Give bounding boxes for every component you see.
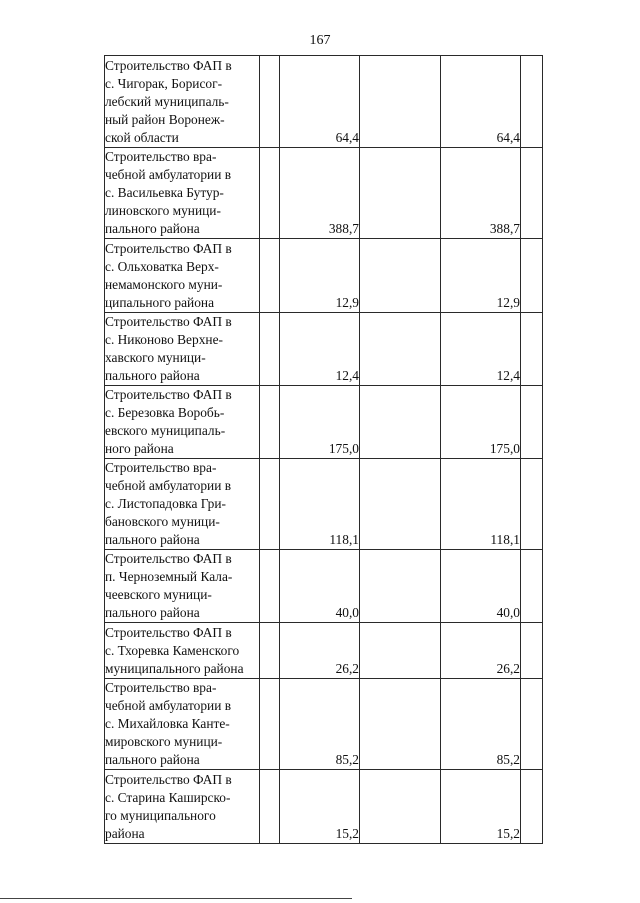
table-row (105, 770, 543, 844)
empty-cell (521, 148, 543, 239)
empty-cell (521, 679, 543, 770)
value-cell: 15,2 (441, 770, 521, 844)
value-cell: 26,2 (441, 623, 521, 679)
empty-cell (521, 459, 543, 550)
empty-cell (521, 313, 543, 386)
value-cell: 388,7 (280, 148, 360, 239)
empty-cell (360, 56, 441, 148)
empty-cell (260, 239, 280, 313)
table-row (105, 239, 543, 313)
object-name: Строительство вра- чебной амбулатории в с. Михайловка Канте- мировского муници- пального района (105, 679, 260, 770)
value-cell: 175,0 (441, 386, 521, 459)
object-name: Строительство вра- чебной амбулатории в с. Листопадовка Гри- бановского муници- пального района (105, 459, 260, 550)
object-name: Строительство ФАП в с. Березовка Воробь- евского муниципаль- ного района (105, 386, 260, 459)
table-row (105, 623, 543, 679)
value-cell: 118,1 (280, 459, 360, 550)
value-cell: 64,4 (280, 56, 360, 148)
empty-cell (260, 679, 280, 770)
empty-cell (360, 239, 441, 313)
table-row (105, 550, 543, 623)
object-name: Строительство ФАП в с. Чигорак, Борисог- лебский муниципаль- ный район Воронеж- ской области (105, 56, 260, 148)
value-cell: 12,9 (441, 239, 521, 313)
object-name: Строительство ФАП в с. Старина Каширско- го муниципального района (105, 770, 260, 844)
value-cell: 12,4 (280, 313, 360, 386)
empty-cell (360, 679, 441, 770)
object-name: Строительство ФАП в с. Ольховатка Верх- немамонского муни- ципального района (105, 239, 260, 313)
value-cell: 12,9 (280, 239, 360, 313)
empty-cell (260, 623, 280, 679)
empty-cell (260, 56, 280, 148)
empty-cell (521, 386, 543, 459)
page-number: 167 (309, 33, 331, 48)
bottom-divider (0, 898, 352, 899)
table-row (105, 56, 543, 148)
empty-cell (360, 459, 441, 550)
object-name: Строительство ФАП в с. Никоново Верхне- хавского муници- пального района (105, 313, 260, 386)
empty-cell (260, 459, 280, 550)
empty-cell (260, 770, 280, 844)
table-row (105, 386, 543, 459)
table-row (105, 459, 543, 550)
value-cell: 85,2 (441, 679, 521, 770)
value-cell: 26,2 (280, 623, 360, 679)
empty-cell (360, 623, 441, 679)
empty-cell (260, 386, 280, 459)
value-cell: 388,7 (441, 148, 521, 239)
empty-cell (521, 239, 543, 313)
table-row (105, 148, 543, 239)
value-cell: 175,0 (280, 386, 360, 459)
table-row (105, 313, 543, 386)
empty-cell (360, 386, 441, 459)
empty-cell (260, 550, 280, 623)
value-cell: 85,2 (280, 679, 360, 770)
empty-cell (521, 550, 543, 623)
empty-cell (360, 148, 441, 239)
value-cell: 40,0 (280, 550, 360, 623)
value-cell: 40,0 (441, 550, 521, 623)
value-cell: 12,4 (441, 313, 521, 386)
empty-cell (260, 313, 280, 386)
empty-cell (360, 770, 441, 844)
value-cell: 15,2 (280, 770, 360, 844)
empty-cell (521, 623, 543, 679)
empty-cell (360, 550, 441, 623)
object-name: Строительство ФАП в п. Черноземный Кала- чеевского муници- пального района (105, 550, 260, 623)
table-row (105, 679, 543, 770)
empty-cell (521, 770, 543, 844)
value-cell: 64,4 (441, 56, 521, 148)
budget-table (104, 55, 543, 844)
object-name: Строительство вра- чебной амбулатории в с. Васильевка Бутур- линовского муници- пального района (105, 148, 260, 239)
empty-cell (260, 148, 280, 239)
value-cell: 118,1 (441, 459, 521, 550)
empty-cell (360, 313, 441, 386)
empty-cell (521, 56, 543, 148)
object-name: Строительство ФАП в с. Тхоревка Каменского муниципального района (105, 623, 260, 679)
